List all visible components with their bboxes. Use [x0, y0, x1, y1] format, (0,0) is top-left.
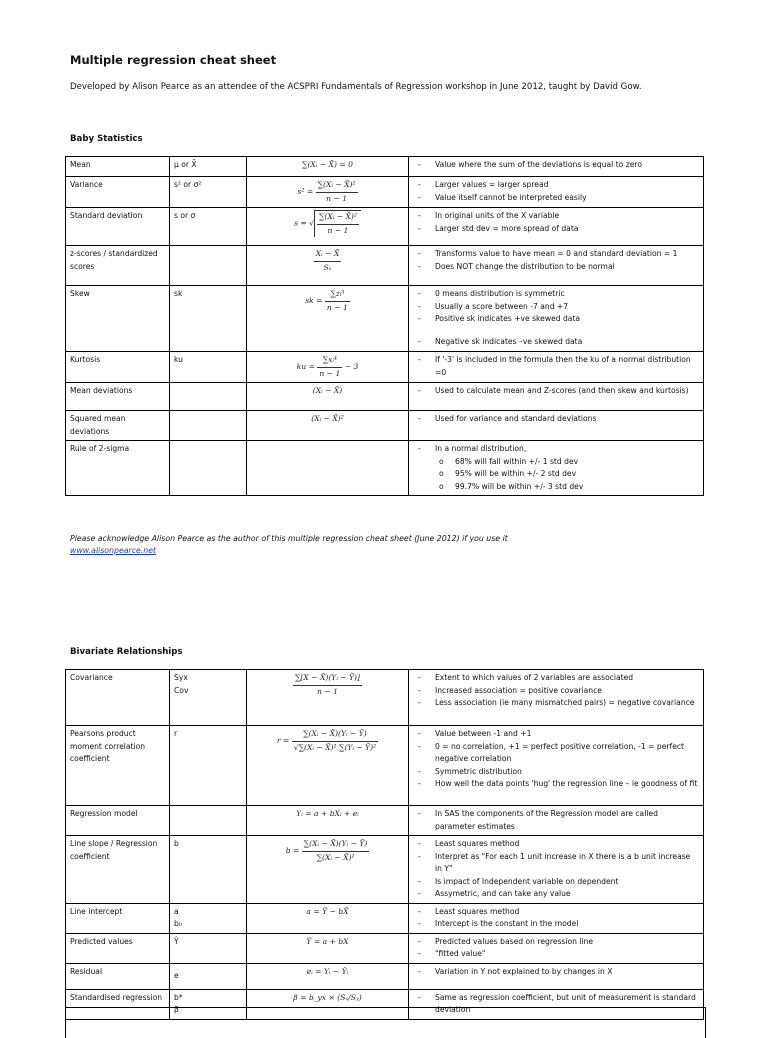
- formula-numerator: ∑(Xᵢ − X̄)²: [316, 179, 358, 193]
- formula-denominator: n − 1: [319, 368, 341, 378]
- note: - Increased association = positive covariance: [435, 685, 699, 698]
- note: - Value where the sum of the deviations is equal to zero: [435, 159, 699, 172]
- formula-numerator: ∑[X − X̄)(Yᵢ − Ȳ)]: [293, 672, 362, 686]
- note: - 0 = no correlation, +1 = perfect positive correlation, -1 = perfect negative correlation: [435, 741, 699, 766]
- note: - Used for variance and standard deviations: [435, 413, 699, 426]
- note: - Larger std dev = more spread of data: [435, 223, 699, 236]
- notes: [409, 903, 704, 933]
- sub-note: o 99.7% will be within +/- 3 std dev: [435, 481, 699, 494]
- note: - Extent to which values of 2 variables are associated: [435, 672, 699, 685]
- note: - Less association (ie many mismatched pairs) = negative covariance: [435, 697, 699, 710]
- note: - In a normal distribution,: [435, 443, 699, 456]
- bivariate-heading: Bivariate Relationships: [70, 647, 183, 657]
- note: - Predicted values based on regression line: [435, 936, 699, 949]
- formula-lhs: r =: [276, 736, 290, 745]
- formula: Ŷ = a + bX: [247, 933, 409, 963]
- note: - Value itself cannot be interpreted easily: [435, 192, 699, 205]
- formula-rhs: − 3: [344, 362, 359, 371]
- table-row: [66, 836, 704, 904]
- note: - In original units of the X variable: [435, 210, 699, 223]
- term-symbol: e: [170, 963, 247, 989]
- table-row: [66, 670, 704, 726]
- note: - Does NOT change the distribution to be normal: [435, 261, 699, 274]
- sub-note: o 95% will be within +/- 2 std dev: [435, 468, 699, 481]
- notes: [409, 208, 704, 246]
- formula: [247, 836, 409, 904]
- term-symbol: r: [170, 726, 247, 806]
- formula-denominator: n − 1: [326, 193, 348, 203]
- baby-stats-heading: Baby Statistics: [70, 134, 143, 144]
- term-name: Residual: [66, 963, 170, 989]
- note: - Larger values = larger spread: [435, 179, 699, 192]
- note: - Least squares method: [435, 838, 699, 851]
- note: - Value between -1 and +1: [435, 728, 699, 741]
- formula: β = b_yx × (Sₓ/Sᵧ): [247, 989, 409, 1019]
- table-row: [66, 157, 704, 177]
- note: - If '-3' is included in the formula then the ku of a normal distribution =0: [435, 354, 699, 379]
- note: - Interpret as "For each 1 unit increase in X there is a b unit increase in Y": [435, 851, 699, 876]
- term-name: Mean: [66, 157, 170, 177]
- formula-lhs: b =: [285, 846, 300, 855]
- sub-note: o 68% will fall within +/- 1 std dev: [435, 456, 699, 469]
- term-symbol: ku: [170, 352, 247, 383]
- note: - Positive sk indicates +ve skewed data: [435, 313, 699, 326]
- note: - Transforms value to have mean = 0 and standard deviation = 1: [435, 248, 699, 261]
- notes: [409, 352, 704, 383]
- formula-lhs: s =: [294, 218, 307, 228]
- formula: [247, 441, 409, 496]
- term-symbol: Syx Cov: [170, 670, 247, 726]
- notes: [409, 670, 704, 726]
- table-row: [66, 383, 704, 411]
- formula-lhs: s² =: [297, 187, 314, 196]
- notes: [409, 157, 704, 177]
- notes: [409, 246, 704, 286]
- note: - Used to calculate mean and Z-scores (and then skew and kurtosis): [435, 385, 699, 398]
- formula-denominator: ∑(Xᵢ − X̄)²: [316, 852, 355, 862]
- acknowledgement: [70, 533, 508, 557]
- note: - Least squares method: [435, 906, 699, 919]
- term-symbol: [170, 411, 247, 441]
- table-row: [66, 286, 704, 352]
- formula-numerator: ∑(Xᵢ − X̄)²: [317, 211, 359, 225]
- note: - Usually a score between -7 and +7: [435, 301, 699, 314]
- formula: [247, 726, 409, 806]
- baby-stats-table: [65, 156, 704, 496]
- formula-denominator: n − 1: [327, 225, 349, 235]
- formula: eᵢ = Yᵢ − Ŷᵢ: [247, 963, 409, 989]
- table-row: [66, 726, 704, 806]
- formula: Yᵢ = a + bXᵢ + eᵢ: [247, 806, 409, 836]
- term-symbol: [170, 246, 247, 286]
- term-name: Covariance: [66, 670, 170, 726]
- page-title: Multiple regression cheat sheet: [70, 53, 277, 67]
- table-row: [66, 208, 704, 246]
- term-symbol: [170, 806, 247, 836]
- formula-numerator: ∑(Xᵢ − X̄)(Yᵢ − Ȳ): [302, 838, 370, 852]
- notes: [409, 411, 704, 441]
- formula-lhs: sk =: [305, 296, 323, 305]
- formula-numerator: ∑xᵢ⁴: [317, 354, 342, 368]
- notes: [409, 836, 704, 904]
- term-symbol: s or σ: [170, 208, 247, 246]
- notes: [409, 177, 704, 208]
- formula-denominator: n − 1: [317, 686, 338, 696]
- website-link[interactable]: www.alisonpearce.net: [70, 546, 157, 555]
- term-symbol: b: [170, 836, 247, 904]
- table-row: [66, 963, 704, 989]
- next-table-edge: [65, 1007, 706, 1038]
- note: - Symmetric distribution: [435, 766, 699, 779]
- term-name: Predicted values: [66, 933, 170, 963]
- term-name: Line slope / Regression coefficient: [66, 836, 170, 904]
- formula: [247, 177, 409, 208]
- notes: [409, 806, 704, 836]
- note: - "fitted value": [435, 948, 699, 961]
- term-name: Standard deviation: [66, 208, 170, 246]
- formula: (Xᵢ − X̄)²: [247, 411, 409, 441]
- formula: s = √ $\frac{\text{∑(Xᵢ − X̄)²}}{n - 1}$: [247, 208, 409, 246]
- table-row: [66, 177, 704, 208]
- note: - Intercept is the constant in the model: [435, 918, 699, 931]
- term-name: Regression model: [66, 806, 170, 836]
- table-row: [66, 411, 704, 441]
- term-symbol: [170, 383, 247, 411]
- formula: [247, 670, 409, 726]
- note: - Assymetric, and can take any value: [435, 888, 699, 901]
- term-name: Kurtosis: [66, 352, 170, 383]
- formula-denominator: Sₓ: [323, 262, 332, 272]
- term-name: Variance: [66, 177, 170, 208]
- formula: ∑(Xᵢ − X̄) = 0: [247, 157, 409, 177]
- notes: [409, 441, 704, 496]
- table-row: [66, 352, 704, 383]
- table-row: [66, 246, 704, 286]
- table-row: [66, 806, 704, 836]
- formula-numerator: ∑(Xᵢ − X̄)(Yᵢ − Ȳ): [292, 728, 378, 742]
- formula: [247, 246, 409, 286]
- term-name: Mean deviations: [66, 383, 170, 411]
- formula: a = Ȳ − bX̄: [247, 903, 409, 933]
- term-symbol: μ or X̄: [170, 157, 247, 177]
- table-row: [66, 933, 704, 963]
- note: - Same as regression coefficient, but unit of measurement is standard deviation: [435, 992, 699, 1017]
- notes: [409, 963, 704, 989]
- term-name: Line intercept: [66, 903, 170, 933]
- formula-lhs: ku =: [296, 362, 315, 371]
- note: - Variation in Y not explained to by changes in X: [435, 966, 699, 979]
- note: - Is impact of Independent variable on dependent: [435, 876, 699, 889]
- bivariate-table: [65, 669, 704, 1020]
- table-row: [66, 441, 704, 496]
- term-name: Squared mean deviations: [66, 411, 170, 441]
- formula: [247, 286, 409, 352]
- term-symbol: s² or σ²: [170, 177, 247, 208]
- term-symbol: a b₀: [170, 903, 247, 933]
- notes: [409, 383, 704, 411]
- note: - Negative sk indicates –ve skewed data: [435, 336, 699, 349]
- formula: [247, 352, 409, 383]
- term-symbol: [170, 441, 247, 496]
- term-name: Skew: [66, 286, 170, 352]
- notes: [409, 286, 704, 352]
- author-credit: Developed by Alison Pearce as an attendee of the ACSPRI Fundamentals of Regression workshop in June 2012, taught by David Gow.: [70, 82, 642, 92]
- note: - How well the data points 'hug' the regression line – ie goodness of fit: [435, 778, 699, 791]
- notes: [409, 933, 704, 963]
- formula-denominator: n − 1: [326, 302, 348, 312]
- note: - In SAS the components of the Regression model are called parameter estimates: [435, 808, 699, 833]
- ack-text: Please acknowledge Alison Pearce as the author of this multiple regression cheat sheet (June 2012) if you use it: [70, 534, 508, 543]
- formula-numerator: ∑zᵢ³: [325, 288, 350, 302]
- formula-numerator: Xᵢ − X̄: [314, 248, 342, 262]
- table-row: [66, 903, 704, 933]
- term-name: Standardised regression: [66, 989, 170, 1019]
- term-symbol: b* β: [170, 989, 247, 1019]
- formula: (Xᵢ − X̄): [247, 383, 409, 411]
- formula-denominator: √∑(Xᵢ − X̄)² ∑(Yᵢ − Ȳ)²: [293, 742, 377, 752]
- term-name: Rule of 2-sigma: [66, 441, 170, 496]
- term-name: z-scores / standardized scores: [66, 246, 170, 286]
- notes: [409, 726, 704, 806]
- term-symbol: Ŷ: [170, 933, 247, 963]
- term-name: Pearsons product moment correlation coefficient: [66, 726, 170, 806]
- term-symbol: sk: [170, 286, 247, 352]
- note: - 0 means distribution is symmetric: [435, 288, 699, 301]
